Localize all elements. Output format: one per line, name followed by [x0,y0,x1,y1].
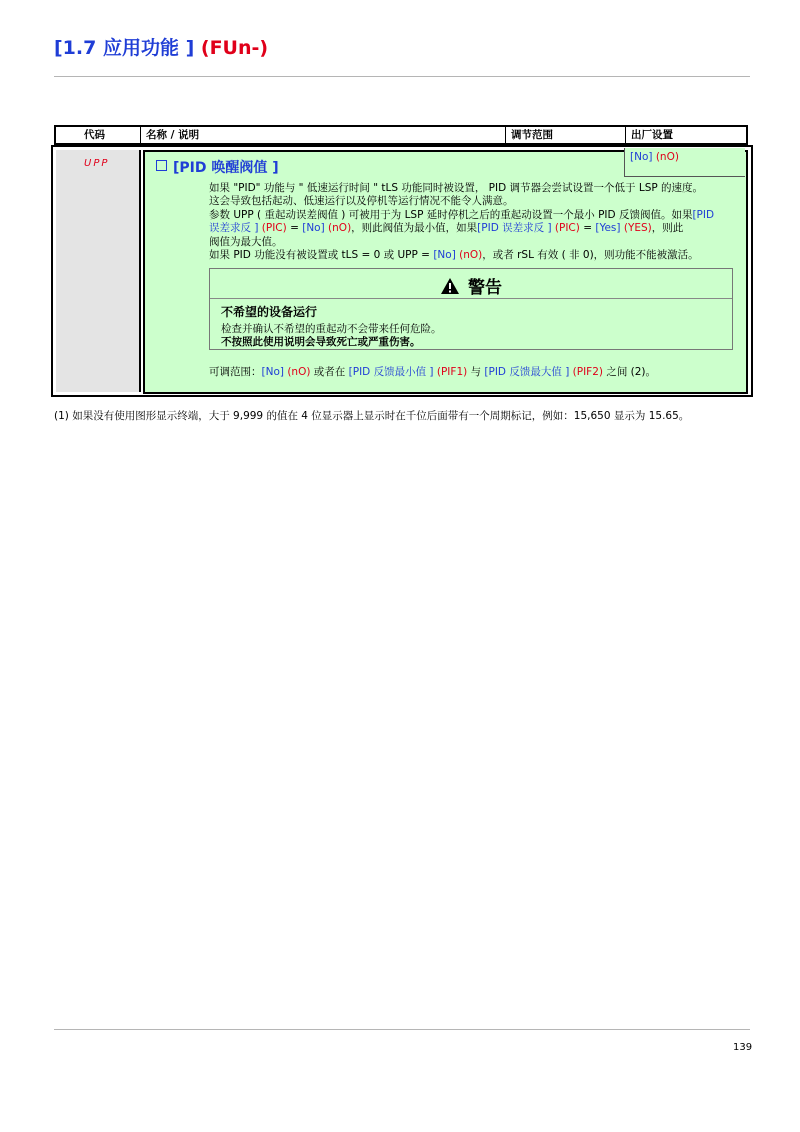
range-text: 可调范围： [209,366,262,378]
range-code: (PIF1) [436,366,468,378]
desc-link: [No] [302,222,325,234]
factory-setting-code: (nO) [655,151,679,163]
col-header-code: 代码 [84,129,105,141]
factory-setting-value [630,151,679,163]
code-cell [56,150,141,392]
desc-line: 这会导致包括起动、低速运行以及停机等运行情况不能令人满意。 [209,195,514,207]
table-header [54,125,748,145]
desc-line: 阀值为最大值。 [209,236,283,248]
desc-line [209,222,683,235]
desc-text: ，或者 rSL 有效 ( 非 0)，则功能不能被激活。 [482,249,699,261]
table-row [51,145,753,397]
range-link: [No] [261,366,284,378]
factory-setting-label: [No] [630,151,653,163]
warning-title: 警告 [468,278,502,298]
page-title-code: (FUn-) [200,37,269,59]
adjustment-range [209,364,656,379]
desc-link: [PID 误差求反 ] [477,222,552,234]
warning-heading [210,273,732,298]
col-header-range: 调节范围 [511,129,553,141]
warning-subtitle: 不希望的设备运行 [221,305,318,319]
warning-divider [210,298,732,299]
range-link: [PID 反馈最小值 ] [348,366,434,378]
page-number: 139 [733,1042,753,1053]
footer-rule [54,1029,750,1030]
desc-text: = [579,222,596,234]
page-title [54,33,268,60]
desc-link: [PID [692,209,715,221]
desc-line [209,209,714,222]
factory-setting-cell [624,148,745,177]
desc-line [209,249,699,262]
desc-text: 如果 PID 功能没有被设置或 tLS = 0 或 UPP = [209,249,430,261]
col-header-name: 名称 / 说明 [146,129,200,141]
desc-line: 如果 "PID" 功能与 " 低速运行时间 " tLS 功能同时被设置， PID 调节器会尝试设置一个低于 LSP 的速度。 [209,182,704,194]
range-text: 或者在 [310,366,349,378]
param-name: [PID 唤醒阀值 ] [173,160,279,176]
desc-link: [Yes] [595,222,621,234]
desc-text: ，则此阀值为最小值，如果 [351,222,478,234]
desc-code: (PIC) [261,222,287,234]
desc-text: ，则此 [651,222,684,234]
warning-box [209,268,733,350]
param-heading [156,157,279,177]
param-code: UPP [84,158,110,169]
desc-text: 参数 UPP ( 重起动误差阀值 ) 可被用于为 LSP 延时停机之后的重起动设置一个最小 PID 反馈阀值。如果 [209,209,693,221]
desc-link: [No] [433,249,456,261]
header-divider [140,127,141,143]
desc-text: = [286,222,303,234]
checkbox-icon [156,160,167,171]
footnote: (1) 如果没有使用图形显示终端，大于 9,999 的值在 4 位显示器上显示时在千位后面带有一个周期标记，例如：15,650 显示为 15.65。 [54,410,690,422]
warning-consequence: 不按照此使用说明会导致死亡或严重伤害。 [221,336,421,348]
desc-link: 误差求反 ] [209,222,259,234]
header-divider [505,127,506,143]
warning-instruction: 检查并确认不希望的重起动不会带来任何危险。 [221,323,442,335]
desc-code: (YES) [623,222,652,234]
range-link: [PID 反馈最大值 ] [484,366,570,378]
desc-code: (nO) [328,222,352,234]
col-header-factory: 出厂设置 [631,129,673,141]
page-title-main: [1.7 应用功能 ] [54,37,195,59]
range-code: (PIF2) [572,366,603,378]
warning-triangle-icon [440,277,460,295]
range-text: 与 [467,366,485,378]
desc-code: (PIC) [554,222,580,234]
range-text: 之间 (2)。 [602,366,657,378]
header-divider [625,127,626,143]
desc-code: (nO) [459,249,483,261]
header-rule [54,76,750,77]
range-code: (nO) [287,366,311,378]
